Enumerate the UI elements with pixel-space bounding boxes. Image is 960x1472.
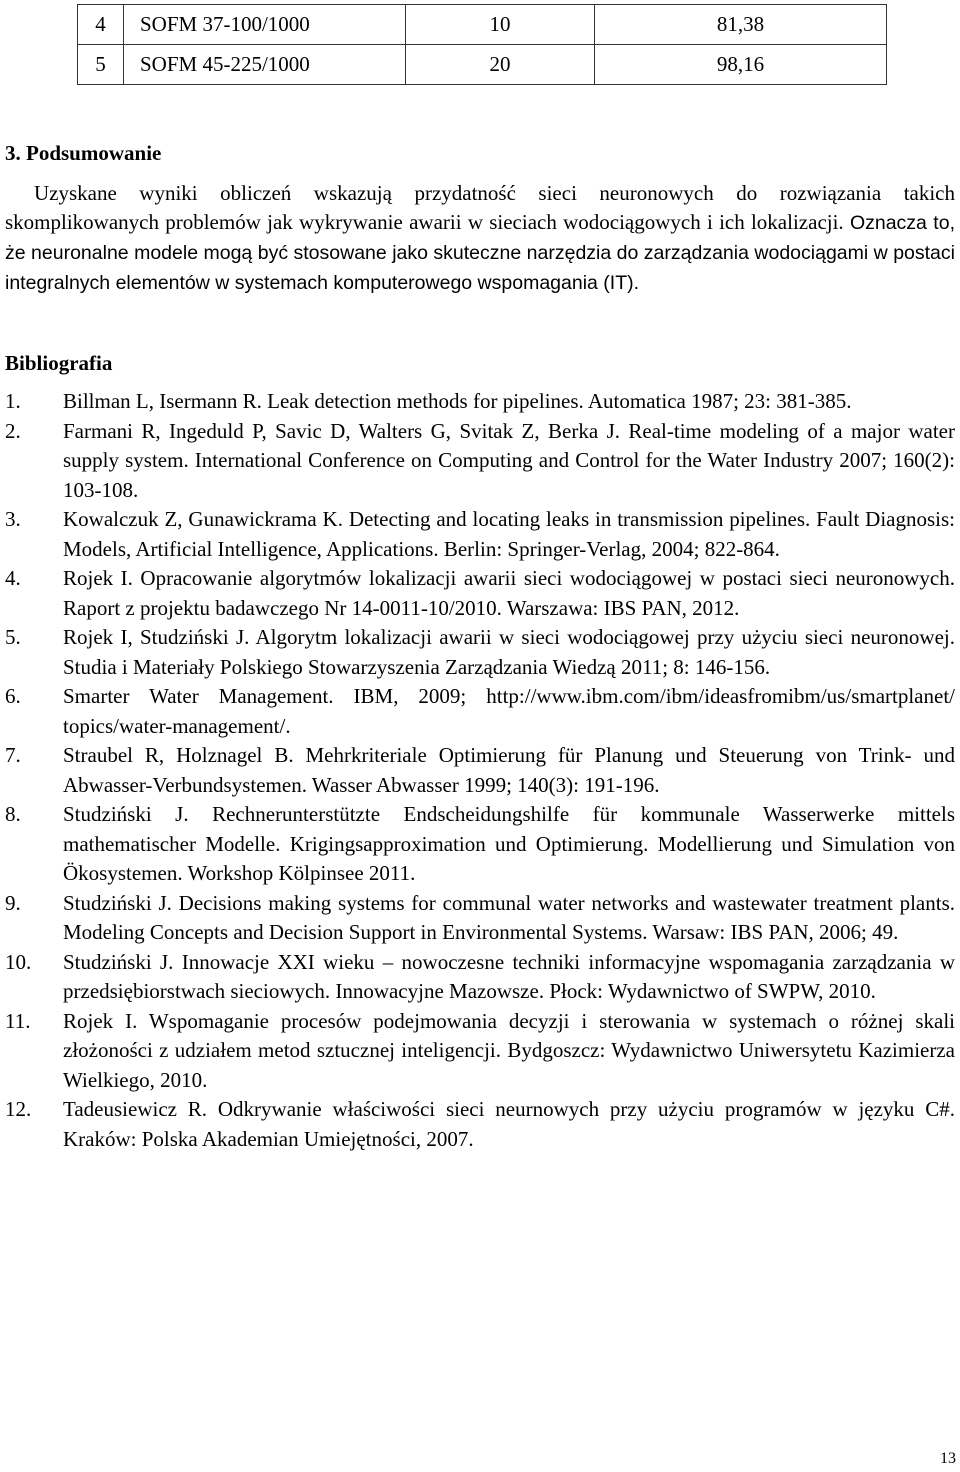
reference-text: Straubel R, Holznagel B. Mehrkriteriale Optimierung für Planung und Steuerung von Trink- und Abwasser-Verbundsystemen. Wasser Abwasser 1999; 140(3): 191-196. <box>63 743 955 797</box>
reference-item <box>5 889 955 948</box>
reference-item <box>5 387 955 417</box>
reference-number: 11. <box>5 1008 31 1033</box>
reference-text: Studziński J. Rechnerunterstützte Endscheidungshilfe für kommunale Wasserwerke mittels mathematischer Modelle. Krigingsapproximation und Optimierung. Modellierung und Simulation von Ökosystemen. Workshop Kölpinsee 2011. <box>63 802 955 885</box>
reference-number: 12. <box>5 1097 32 1121</box>
reference-number: 1. <box>5 389 21 413</box>
reference-text: Farmani R, Ingeduld P, Savic D, Walters G, Svitak Z, Berka J. Real-time modeling of a major water supply system. International Conference on Computing and Control for the Water Industry 2007; 160(2): 103-108. <box>63 418 955 502</box>
reference-text: Rojek I. Wspomaganie procesów podejmowania decyzji i sterowania w systemach o różnej skali złożoności z udziałem metod sztucznej inteligencji. Bydgoszcz: Wydawnictwo Uniwersytetu Kazimierza Wielkiego, 2010. <box>63 1008 955 1092</box>
reference-number: 8. <box>5 802 21 826</box>
reference-number: 3. <box>5 507 21 531</box>
reference-text: Rojek I, Studziński J. Algorytm lokalizacji awarii w sieci wodociągowej przy użyciu sieci neuronowej. Studia i Materiały Polskiego Stowarzyszenia Zarządzania Wiedzą 2011; 8: 146-156. <box>63 625 955 679</box>
table-row <box>78 5 887 45</box>
table-row <box>78 45 887 85</box>
summary-text-part-1: Uzyskane wyniki obliczeń wskazują przydatność sieci neuronowych do rozwiązania takich skomplikowanych problemów jak wykrywanie awarii w sieciach wodociągowych i ich lokalizacji. <box>5 181 955 234</box>
reference-number: 10. <box>5 949 32 974</box>
reference-text: Kowalczuk Z, Gunawickrama K. Detecting and locating leaks in transmission pipelines. Fault Diagnosis: Models, Artificial Intelligence, Applications. Berlin: Springer-Verlag, 2004; 822-864. <box>63 507 955 561</box>
results-table-body <box>78 5 887 85</box>
table-cell-value-a: 10 <box>406 5 595 45</box>
reference-number: 7. <box>5 743 21 767</box>
table-cell-name: SOFM 37-100/1000 <box>124 5 406 45</box>
reference-text: Studziński J. Innowacje XXI wieku – nowoczesne techniki informacyjne wspomagania zarządzania w przedsiębiorstwach sieciowych. Innowacyjne Mazowsze. Płock: Wydawnictwo of SWPW, 2010. <box>63 949 955 1003</box>
reference-text: Tadeusiewicz R. Odkrywanie właściwości sieci neurnowych przy użyciu programów w języku C#. Kraków: Polska Akademian Umiejętności, 2007. <box>63 1097 955 1151</box>
bibliography-heading: Bibliografia <box>5 351 113 375</box>
reference-text: Rojek I. Opracowanie algorytmów lokalizacji awarii sieci wodociągowej w postaci sieci neuronowych. Raport z projektu badawczego Nr 14-0011-10/2010. Warszawa: IBS PAN, 2012. <box>63 566 955 620</box>
reference-item <box>5 948 955 1007</box>
reference-item <box>5 505 955 564</box>
table-cell-name: SOFM 45-225/1000 <box>124 45 406 85</box>
reference-item <box>5 564 955 623</box>
reference-number: 9. <box>5 890 21 915</box>
reference-number: 5. <box>5 625 21 649</box>
results-table <box>77 4 887 85</box>
reference-item <box>5 682 955 741</box>
reference-item <box>5 800 955 889</box>
table-cell-value-b: 81,38 <box>595 5 887 45</box>
reference-item <box>5 741 955 800</box>
reference-item <box>5 1095 955 1154</box>
reference-item <box>5 417 955 506</box>
reference-number: 6. <box>5 684 21 708</box>
reference-number: 2. <box>5 418 21 443</box>
reference-text: Billman L, Isermann R. Leak detection methods for pipelines. Automatica 1987; 23: 381-385. <box>63 389 852 413</box>
reference-text: Studziński J. Decisions making systems for communal water networks and wastewater treatment plants. Modeling Concepts and Decision Support in Environmental Systems. Warsaw: IBS PAN, 2006; 49. <box>63 890 955 944</box>
bibliography-list <box>5 387 955 1154</box>
reference-item <box>5 623 955 682</box>
reference-item <box>5 1007 955 1096</box>
summary-paragraph <box>5 179 955 298</box>
page-number: 13 <box>940 1450 956 1467</box>
table-cell-no: 5 <box>78 45 124 85</box>
reference-text: Smarter Water Management. IBM, 2009; http://www.ibm.com/ibm/ideasfromibm/us/smartplanet/ topics/water-management/. <box>63 684 955 738</box>
table-cell-no: 4 <box>78 5 124 45</box>
reference-number: 4. <box>5 566 21 590</box>
summary-heading: 3. Podsumowanie <box>5 141 162 165</box>
summary-text-part-2: Oznacza to, że neuronalne modele mogą być stosowane jako skuteczne narzędzia do zarządzania wodociągami w postaci integralnych elementów w systemach komputerowego wspomagania (IT). <box>5 212 955 294</box>
table-cell-value-a: 20 <box>406 45 595 85</box>
table-cell-value-b: 98,16 <box>595 45 887 85</box>
